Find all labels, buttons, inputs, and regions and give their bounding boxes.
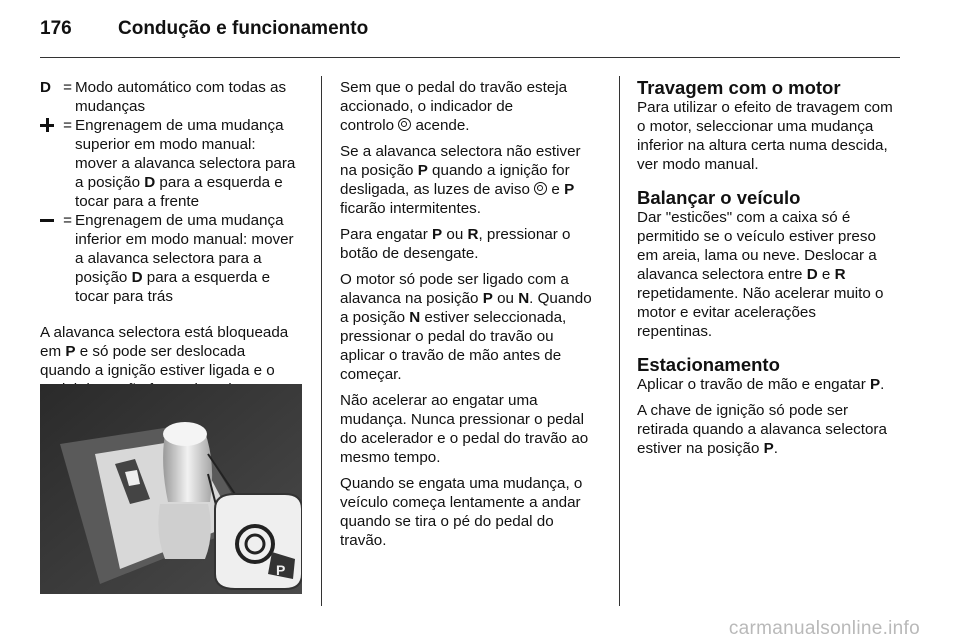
- page-header: [40, 18, 368, 40]
- definition-text-line: a posição: [75, 174, 145, 191]
- gear-p: P: [65, 343, 76, 360]
- paragraph: Sem que o pedal do travão esteja accionado, o indicador de controlo acende.: [340, 79, 568, 134]
- definition-text-line: Modo automático com todas as: [75, 79, 287, 96]
- definition-minus: [40, 211, 306, 306]
- definition-text-line: mover a alavanca selectora para: [75, 155, 296, 172]
- selector-lever-photo: [40, 384, 302, 594]
- definition-text-line: mudanças: [75, 98, 146, 115]
- paragraph: Para engatar P ou R, pressionar o botão de desengate.: [340, 226, 571, 262]
- watermark: carmanualsonline.info: [728, 618, 920, 639]
- page-number: 176: [40, 18, 72, 39]
- definition-equals: =: [63, 79, 72, 96]
- page-title: Condução e funcionamento: [118, 18, 369, 39]
- paragraph: Quando se engata uma mudança, o veículo começa lentamente a andar quando se tira o pé do pedal do travão.: [340, 475, 583, 549]
- paragraph: Para utilizar o efeito de travagem com o motor, seleccionar uma mudança inferior na altura certa numa descida, ver modo manual.: [637, 99, 893, 173]
- definition-text-line: tocar para trás: [75, 288, 173, 305]
- definition-plus: [40, 116, 306, 211]
- paragraph: Se a alavanca selectora não estiver na posição P quando a ignição for desligada, as luzes de aviso e P ficarão intermitentes.: [340, 143, 581, 217]
- definition-text-line: para a esquerda e: [142, 269, 271, 286]
- header-rule: [40, 57, 900, 58]
- paragraph: O motor só pode ser ligado com a alavanca na posição P ou N. Quando a posição N estiver seleccionada, pressionar o pedal do travão ou aplicar o travão de mão antes de começar.: [340, 271, 592, 383]
- section-title-parking: Estacionamento: [637, 354, 780, 375]
- paragraph: A chave de ignição só pode ser retirada quando a alavanca selectora estiver na posição P.: [637, 402, 887, 457]
- lock-paragraph: A alavanca selectora está bloqueada em P e só pode ser deslocada quando a ignição estiver ligada e o: [40, 324, 289, 379]
- definition-text-line: superior em modo manual:: [75, 136, 256, 153]
- definition-text-line: para a esquerda e: [155, 174, 283, 191]
- definition-equals: =: [63, 212, 72, 229]
- paragraph: Não acelerar ao engatar uma mudança. Nunca pressionar o pedal do acelerador e o pedal do travão ao mesmo tempo.: [340, 392, 589, 466]
- plus-icon: [40, 118, 54, 132]
- definition-text-line: inferior em modo manual: mover: [75, 231, 294, 248]
- definition-text-line: posição: [75, 269, 132, 286]
- definition-equals: =: [63, 117, 72, 134]
- definition-text-line: Engrenagem de uma mudança: [75, 212, 284, 229]
- definition-text-line: a alavanca selectora para a: [75, 250, 262, 267]
- column-1: [40, 78, 306, 406]
- gear-d: D: [131, 269, 143, 286]
- definition-text-line: tocar para a frente: [75, 193, 200, 210]
- definition-term-d: D: [40, 79, 51, 96]
- brake-warning-icon: [534, 182, 547, 195]
- photo-badge-letter: P: [276, 562, 286, 578]
- minus-icon: [40, 213, 54, 227]
- section-title-rocking: Balançar o veículo: [637, 187, 801, 208]
- column-3: [637, 78, 903, 465]
- brake-warning-icon: [398, 118, 411, 131]
- gear-d: D: [144, 174, 156, 191]
- section-title-engine-braking: Travagem com o motor: [637, 77, 841, 98]
- paragraph: Dar "esticões" com a caixa só é permitido se o veículo estiver preso em areia, lama ou neve. Deslocar a alavanca selectora entre D e R repetidamente. Não acelerar muito o motor e evitar acelerações repentinas.: [637, 209, 884, 340]
- definition-text-line: Engrenagem de uma mudança: [75, 117, 284, 134]
- column-divider-2: [619, 76, 620, 606]
- definition-d: [40, 78, 306, 116]
- column-divider-1: [321, 76, 322, 606]
- column-2: [340, 78, 602, 557]
- paragraph: Aplicar o travão de mão e engatar P.: [637, 376, 885, 393]
